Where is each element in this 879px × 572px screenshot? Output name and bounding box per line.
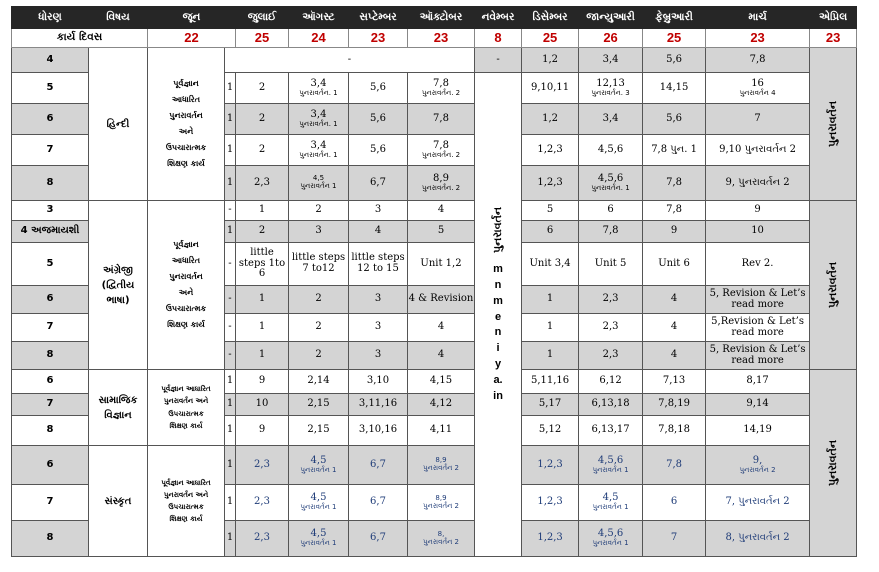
cell: 10	[706, 221, 810, 243]
cell: 2	[236, 73, 289, 104]
desc-line: ઉપચારાત્મક	[168, 409, 204, 418]
cell-sub: પુનરાવર્તન 1	[300, 182, 337, 190]
cell: 2	[236, 221, 289, 243]
cell-sub: પુનરાવર્તન. 2	[421, 88, 461, 97]
std-cell: 8	[12, 342, 89, 370]
cell: 9, પુનરાવર્તન 2	[706, 166, 810, 201]
cell: 4,15	[408, 370, 475, 394]
cell: -	[225, 314, 236, 342]
cell: 6,7	[349, 521, 408, 557]
cell	[289, 135, 349, 166]
cell	[579, 446, 643, 485]
cell	[579, 73, 643, 104]
cell	[579, 521, 643, 557]
cell-main: 7,8	[433, 77, 449, 89]
cell-sub: પુનરાવર્તન 1	[592, 465, 629, 474]
cell: 1	[225, 394, 236, 416]
cell: -	[475, 48, 522, 73]
cell: 4,11	[408, 416, 475, 446]
cell: 7,8	[579, 221, 643, 243]
desc-line: પુનરાવર્તન	[169, 111, 203, 120]
cell-main: 4,5	[310, 454, 327, 466]
nov-letter: m	[493, 262, 503, 275]
cell: 2,3	[579, 286, 643, 314]
cell: 4	[408, 342, 475, 370]
cell: 5,17	[522, 394, 579, 416]
cell: -	[225, 342, 236, 370]
cell	[408, 73, 475, 104]
cell: 7	[643, 521, 706, 557]
cell-main: 8,9	[435, 456, 447, 465]
std-cell: 7	[12, 485, 89, 521]
header-std: ધોરણ	[12, 7, 89, 29]
header-february: ફેબ્રુઆરી	[643, 7, 706, 29]
cell: 9,10 પુનરાવર્તન 2	[706, 135, 810, 166]
cell: Unit 6	[643, 243, 706, 286]
table-row	[12, 48, 857, 73]
cell-sub: પુનરાવર્તન. 1	[299, 119, 338, 128]
cell: 7,8	[408, 104, 475, 135]
std-cell: 7	[12, 314, 89, 342]
cell: 4,5,6	[579, 135, 643, 166]
cell: 3	[349, 342, 408, 370]
cell: 2,15	[289, 394, 349, 416]
subject-sanskrit: સંસ્કૃત	[89, 446, 148, 557]
cell	[408, 166, 475, 201]
cell-main: 8,9	[433, 172, 449, 184]
hindi-4-dash: -	[225, 48, 475, 73]
cell: -	[225, 286, 236, 314]
cell: 1	[225, 416, 236, 446]
subject-line: વિજ્ઞાન	[104, 409, 132, 421]
cell: 9,14	[706, 394, 810, 416]
cell	[289, 521, 349, 557]
cell: 3,10,16	[349, 416, 408, 446]
cell: 5,6	[349, 135, 408, 166]
subject-english	[89, 201, 148, 370]
cell-sub: પુનરાવર્તન 1	[300, 503, 337, 512]
nov-letter: y	[494, 358, 502, 371]
cell-main: 4,5,6	[597, 172, 624, 184]
cell: 3	[349, 286, 408, 314]
desc-line: પૂર્વજ્ઞાન	[173, 240, 199, 249]
nov-letter: m	[493, 294, 503, 307]
cell: 5,6	[349, 104, 408, 135]
cell: 4	[408, 201, 475, 221]
subject-social-science	[89, 370, 148, 446]
cell: 1	[225, 104, 236, 135]
desc-line: આધારિત	[171, 256, 201, 265]
cell	[579, 166, 643, 201]
cell-sub: પુનરાવર્તન 1	[592, 503, 629, 512]
working-days-august: 24	[289, 29, 349, 48]
cell: 1	[225, 135, 236, 166]
desc-line: ઉપચારાત્મક	[165, 143, 207, 152]
nov-letter: n	[494, 326, 502, 339]
cell: 1	[225, 73, 236, 104]
november-revision-label: પુનરાવર્તન	[491, 206, 505, 253]
cell-main: 3,4	[310, 139, 327, 151]
cell: 2,3	[236, 166, 289, 201]
cell: 5,6	[349, 73, 408, 104]
cell-main: 4,5	[312, 174, 325, 183]
cell: 1	[236, 201, 289, 221]
cell: 2	[289, 342, 349, 370]
cell: Unit 1,2	[408, 243, 475, 286]
cell: 5	[408, 221, 475, 243]
cell: 2	[236, 135, 289, 166]
working-days-january: 26	[579, 29, 643, 48]
header-march: માર્ચ	[706, 7, 810, 29]
cell: 7,8	[643, 201, 706, 221]
cell: 10	[236, 394, 289, 416]
cell: 4	[643, 342, 706, 370]
cell: 4	[408, 314, 475, 342]
desc-line: પુનરાવર્તન અને	[163, 397, 209, 406]
cell: little steps 7 to12	[289, 243, 349, 286]
cell-sub: પુનરાવર્તન. 2	[421, 183, 461, 192]
cell-sub: પુનરાવર્તન 2	[423, 501, 459, 510]
working-days-july: 25	[236, 29, 289, 48]
desc-social	[148, 370, 225, 446]
cell-sub: પુનરાવર્તન 1	[300, 465, 337, 474]
desc-sanskrit	[148, 446, 225, 557]
desc-line: પુનરાવર્તન અને	[163, 490, 209, 499]
cell: 1,2,3	[522, 135, 579, 166]
std-cell: 6	[12, 286, 89, 314]
cell: 3	[349, 314, 408, 342]
nov-letter: n	[494, 278, 502, 291]
revision-side-social-sanskrit	[810, 370, 857, 557]
cell: 4	[643, 314, 706, 342]
cell	[706, 73, 810, 104]
working-days-december: 25	[522, 29, 579, 48]
desc-hindi	[148, 48, 225, 201]
cell-main: 4,5	[310, 492, 327, 504]
cell: Rev 2.	[706, 243, 810, 286]
working-days-september: 23	[349, 29, 408, 48]
std-cell: 5	[12, 243, 89, 286]
cell: Unit 5	[579, 243, 643, 286]
cell-sub: પુનરાવર્તન. 2	[421, 150, 461, 159]
revision-side-hindi	[810, 48, 857, 201]
cell: 7	[706, 104, 810, 135]
november-merged	[475, 73, 522, 557]
cell: -	[225, 243, 236, 286]
cell-sub: પુનરાવર્તન 2	[423, 464, 459, 472]
desc-line: શિક્ષણ કાર્ય	[169, 515, 203, 524]
cell-sub: પુનરાવર્તન 4	[739, 88, 776, 97]
std-cell: 7	[12, 135, 89, 166]
cell: 3,10	[349, 370, 408, 394]
cell: little steps 12 to 15	[349, 243, 408, 286]
cell: 1,2	[522, 48, 579, 73]
cell: 2,3	[579, 314, 643, 342]
cell: 8, પુનરાવર્તન 2	[706, 521, 810, 557]
nov-letter: a.	[493, 374, 503, 387]
cell: 5,6	[643, 104, 706, 135]
cell: 9	[236, 416, 289, 446]
cell: 2	[289, 286, 349, 314]
cell: 1	[225, 521, 236, 557]
subject-line: અંગ્રેજી	[103, 264, 133, 276]
cell: little steps 1to 6	[236, 243, 289, 286]
cell: 4,12	[408, 394, 475, 416]
working-days-february: 25	[643, 29, 706, 48]
cell: 1	[236, 314, 289, 342]
table-row	[12, 446, 857, 485]
std-cell: 7	[12, 394, 89, 416]
cell: 3,4	[579, 104, 643, 135]
cell: 1	[225, 221, 236, 243]
cell-main: 4,5,6	[597, 454, 624, 466]
header-december: ડિસેમ્બર	[522, 7, 579, 29]
cell-sub: પુનરાવર્તન. 1	[299, 150, 338, 159]
cell: 7,8 પુન. 1	[643, 135, 706, 166]
cell-main: 8,	[437, 529, 445, 538]
cell: 5	[522, 201, 579, 221]
cell	[408, 446, 475, 485]
cell: 1,2,3	[522, 485, 579, 521]
cell-sub: પુનરાવર્તન 2	[739, 465, 776, 474]
header-january: જાન્યુઆરી	[579, 7, 643, 29]
cell-main: 3,4	[310, 108, 327, 120]
cell: 2,3	[236, 485, 289, 521]
nov-letter: e	[494, 310, 502, 323]
desc-line: અને	[178, 127, 194, 136]
cell-main: 3,4	[310, 77, 327, 89]
cell: 5,11,16	[522, 370, 579, 394]
header-august: ઑગસ્ટ	[289, 7, 349, 29]
cell-main: 9,	[752, 454, 763, 466]
cell-sub: પુનરાવર્તન 1	[592, 539, 629, 548]
std-cell: 4 અજમાયશી	[12, 221, 89, 243]
cell: 2,15	[289, 416, 349, 446]
cell	[289, 104, 349, 135]
cell: 14,19	[706, 416, 810, 446]
revision-side-english	[810, 201, 857, 370]
cell: 6	[522, 221, 579, 243]
cell-main: 12,13	[596, 77, 625, 89]
cell: 1	[522, 314, 579, 342]
std-cell: 8	[12, 416, 89, 446]
cell-main: 8,9	[435, 493, 447, 502]
std-cell: 6	[12, 370, 89, 394]
cell: 1	[225, 446, 236, 485]
cell: 7,13	[643, 370, 706, 394]
cell: 7,8,19	[643, 394, 706, 416]
header-july: જુલાઈ	[236, 7, 289, 29]
cell-sub: પુનરાવર્તન. 3	[591, 88, 630, 97]
header-october: ઑક્ટોબર	[408, 7, 475, 29]
cell: 5,12	[522, 416, 579, 446]
cell	[289, 73, 349, 104]
desc-line: અને	[178, 288, 194, 297]
cell	[289, 485, 349, 521]
header-subject: વિષય	[89, 7, 148, 29]
cell: 9,10,11	[522, 73, 579, 104]
cell: 14,15	[643, 73, 706, 104]
subject-line: (દ્વિતીય	[101, 279, 135, 291]
revision-label: પુનરાવર્તન	[826, 439, 840, 486]
cell: 6,13,18	[579, 394, 643, 416]
working-days-label: કાર્ય દિવસ	[12, 29, 148, 48]
cell: 2	[236, 104, 289, 135]
cell: 9	[706, 201, 810, 221]
cell-sub: પુનરાવર્તન. 1	[299, 88, 338, 97]
desc-line: પૂર્વજ્ઞાન	[173, 79, 199, 88]
cell: 6,7	[349, 485, 408, 521]
header-september: સપ્ટેમ્બર	[349, 7, 408, 29]
cell: 1,2,3	[522, 446, 579, 485]
cell: 1,2,3	[522, 166, 579, 201]
desc-line: આધારિત	[171, 95, 201, 104]
desc-line: ઉપચારાત્મક	[168, 503, 204, 511]
cell: -	[225, 201, 236, 221]
cell: Unit 3,4	[522, 243, 579, 286]
table-row	[12, 370, 857, 394]
cell: 2,3	[236, 446, 289, 485]
std-cell: 6	[12, 104, 89, 135]
std-cell: 8	[12, 166, 89, 201]
revision-label: પુનરાવર્તન	[826, 261, 840, 308]
subject-hindi: હિન્દી	[89, 48, 148, 201]
cell: 5,Revision & Let’s read more	[706, 314, 810, 342]
cell: 6,12	[579, 370, 643, 394]
cell	[408, 485, 475, 521]
cell-main: 4,5	[602, 492, 619, 504]
desc-line: શિક્ષણ કાર્ય	[167, 320, 205, 329]
cell: 2	[289, 314, 349, 342]
cell: 8,17	[706, 370, 810, 394]
cell: 3	[289, 221, 349, 243]
working-days-june: 22	[148, 29, 236, 48]
cell: 3	[349, 201, 408, 221]
cell: 6	[643, 485, 706, 521]
cell: 5, Revision & Let’s read more	[706, 286, 810, 314]
nov-letter: i	[496, 342, 500, 355]
cell: 7,8	[643, 166, 706, 201]
cell-sub: પુનરાવર્તન 2	[423, 537, 459, 546]
desc-line: પુનરાવર્તન	[169, 272, 203, 281]
cell: 2,14	[289, 370, 349, 394]
cell	[289, 166, 349, 201]
cell: 3,4	[579, 48, 643, 73]
cell-sub: પુનરાવર્તન. 1	[591, 183, 630, 192]
cell: 4 & Revision	[408, 286, 475, 314]
cell-main: 4,5,6	[597, 528, 624, 540]
working-days-row	[12, 29, 857, 48]
cell: 1	[225, 370, 236, 394]
cell	[706, 446, 810, 485]
cell: 7,8,18	[643, 416, 706, 446]
desc-english	[148, 201, 225, 370]
cell: 4	[349, 221, 408, 243]
cell: 5, Revision & Let’s read more	[706, 342, 810, 370]
desc-line: શિક્ષણ કાર્ય	[169, 421, 203, 430]
cell: 1,2	[522, 104, 579, 135]
syllabus-table	[11, 6, 857, 557]
cell: 6	[579, 201, 643, 221]
desc-line: ઉપચારાત્મક	[165, 304, 207, 313]
header-november: નવેમ્બર	[475, 7, 522, 29]
cell-main: 16	[751, 77, 764, 89]
subject-line: સામાજિક	[98, 394, 138, 406]
cell: 7,8	[706, 48, 810, 73]
cell: 4	[643, 286, 706, 314]
cell: 1,2,3	[522, 521, 579, 557]
cell: 6,7	[349, 446, 408, 485]
desc-line: પૂર્વજ્ઞાન આધારિત	[161, 478, 211, 487]
std-cell: 3	[12, 201, 89, 221]
syllabus-plan	[11, 6, 857, 557]
cell: 2,3	[579, 342, 643, 370]
cell-sub: પુનરાવર્તન 1	[300, 539, 337, 548]
desc-line: શિક્ષણ કાર્ય	[167, 159, 205, 168]
cell: 7,8	[643, 446, 706, 485]
cell-main: 4,5	[310, 528, 327, 540]
cell-main: 7,8	[433, 139, 449, 151]
cell: 9	[643, 221, 706, 243]
std-cell: 6	[12, 446, 89, 485]
cell: 2,3	[236, 521, 289, 557]
nov-letter: in	[493, 390, 503, 403]
cell: 5,6	[643, 48, 706, 73]
cell: 7, પુનરાવર્તન 2	[706, 485, 810, 521]
header-row	[12, 7, 857, 29]
table-row	[12, 201, 857, 221]
cell	[408, 521, 475, 557]
working-days-october: 23	[408, 29, 475, 48]
cell	[289, 446, 349, 485]
cell: 1	[225, 166, 236, 201]
std-cell: 5	[12, 73, 89, 104]
cell: 9	[236, 370, 289, 394]
desc-line: પૂર્વજ્ઞાન આધારિત	[161, 385, 211, 393]
cell: 2	[289, 201, 349, 221]
cell: 3,11,16	[349, 394, 408, 416]
cell: 6,13,17	[579, 416, 643, 446]
cell: 1	[522, 342, 579, 370]
working-days-april: 23	[810, 29, 857, 48]
cell	[408, 135, 475, 166]
header-june: જૂન	[148, 7, 236, 29]
cell: 6,7	[349, 166, 408, 201]
cell: 1	[225, 485, 236, 521]
std-cell: 4	[12, 48, 89, 73]
working-days-march: 23	[706, 29, 810, 48]
header-april: એપ્રિલ	[810, 7, 857, 29]
cell: 1	[236, 286, 289, 314]
revision-label: પુનરાવર્તન	[826, 100, 840, 147]
std-cell: 8	[12, 521, 89, 557]
cell: 1	[522, 286, 579, 314]
subject-line: ભાષા)	[106, 294, 130, 306]
working-days-november: 8	[475, 29, 522, 48]
cell: 1	[236, 342, 289, 370]
cell	[579, 485, 643, 521]
